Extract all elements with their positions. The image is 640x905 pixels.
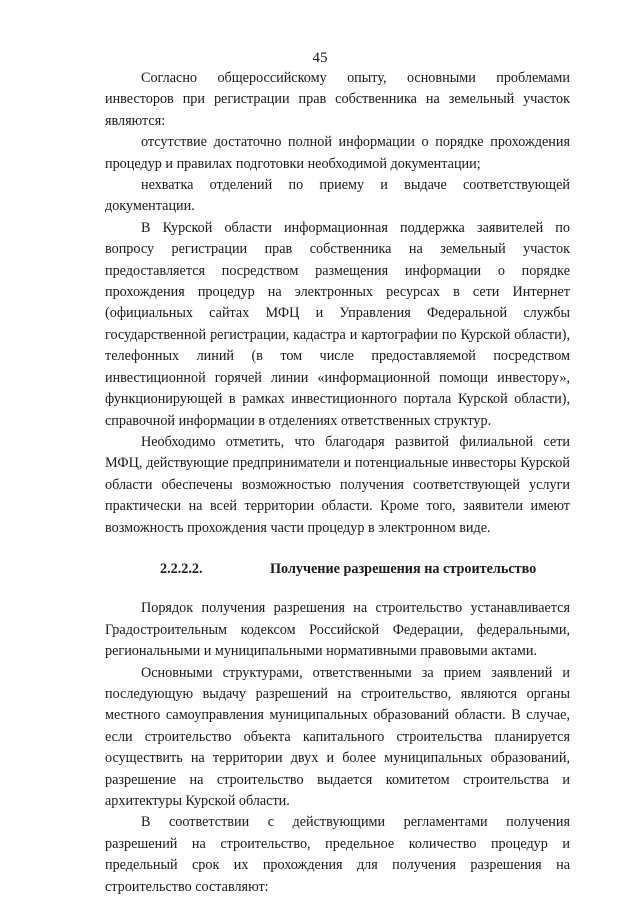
paragraph-problem-1: отсутствие достаточно полной информации о порядке прохождения процедур и правилах подготовки необходимой документации;	[105, 134, 570, 172]
paragraph-structures: Основными структурами, ответственными за прием заявлений и последующую выдачу разрешений на строительство, являются органы местного самоуправления муниципальных образований области. В случае, если строительство объекта капитального строительства планируется осуществить на территории двух и более муниципальных образований, разрешение на строительство выдается комитетом строительства и архитектуры Курской области.	[105, 664, 570, 809]
section-number: 2.2.2.2.	[160, 560, 203, 577]
paragraph-procedure: Порядок получения разрешения на строительство устанавливается Градостроительным кодексом Российской Федерации, федеральными, региональными и муниципальными нормативными правовыми актами.	[105, 600, 570, 660]
paragraph-intro: Согласно общероссийскому опыту, основными проблемами инвесторов при регистрации прав собственника на земельный участок являются:	[105, 70, 570, 129]
paragraph-mfc-network: Необходимо отметить, что благодаря развитой филиальной сети МФЦ, действующие предприниматели и потенциальные инвесторы Курской области обеспечены возможностью получения соответствующей услуги практически на всей территории области. Кроме того, заявители имеют возможность прохождения части процедур в электронном виде.	[105, 433, 570, 536]
paragraph-info-support: В Курской области информационная поддержка заявителей по вопросу регистрации прав собственника на земельный участок предоставляется посредством размещения информации о порядке прохождения процедур на электронных ресурсах в сети Интернет (официальных сайтах МФЦ и Управления Федеральной службы государственной регистрации, кадастра и картографии по Курской области), телефонных линий (в том числе предоставляемой посредством инвестиционной горячей линии «информационной помощи инвестору», функционирующей в рамках инвестиционного портала Курской области), справочной информации в отделениях ответственных структур.	[105, 219, 570, 429]
text-body	[105, 68, 570, 898]
page-number: 45	[312, 50, 328, 66]
paragraph-problem-2: нехватка отделений по приему и выдаче соответствующей документации.	[105, 177, 570, 215]
section-heading	[105, 559, 570, 580]
section-title: Получение разрешения на строительство	[270, 560, 537, 577]
paragraph-regulations: В соответствии с действующими регламентами получения разрешений на строительство, предельное количество процедур и предельный срок их прохождения для получения разрешения на строительство составляют:	[105, 814, 570, 895]
